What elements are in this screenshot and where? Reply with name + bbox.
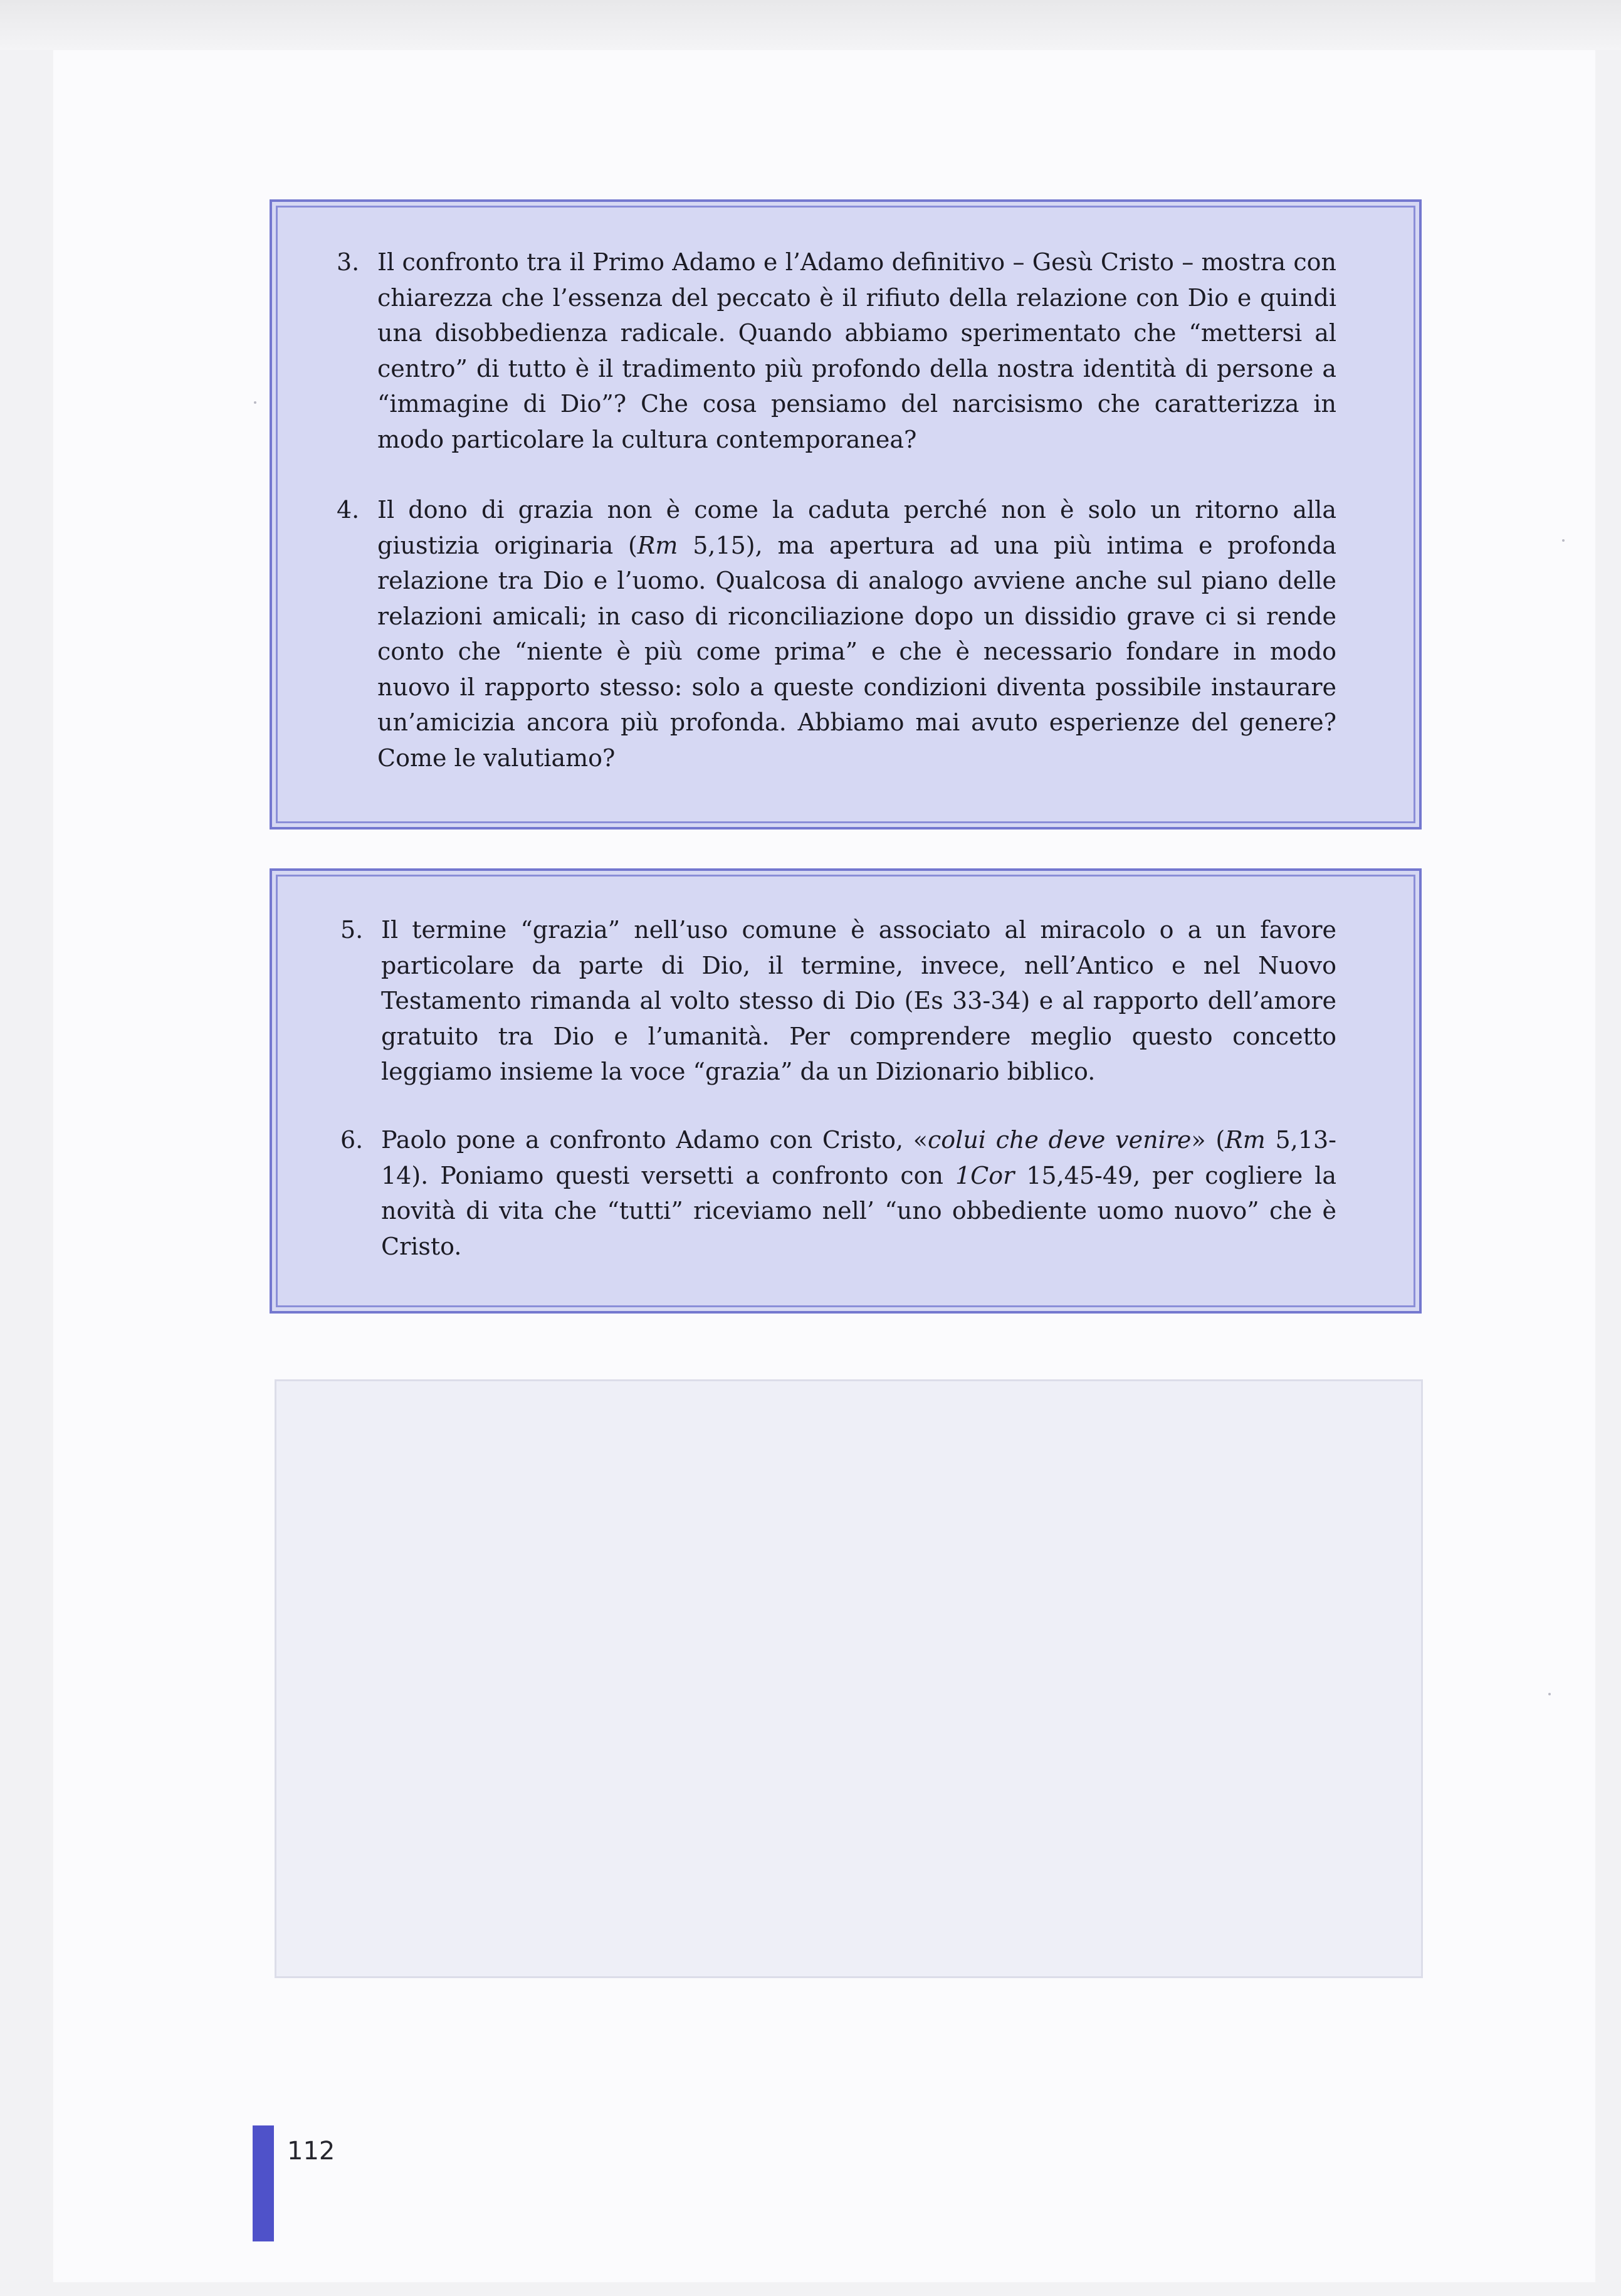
item-text-part: » (	[1191, 1126, 1225, 1154]
item-text-part: 5,13-14). Poniamo questi versetti a confronto con	[381, 1126, 1336, 1189]
page-number-marker	[253, 2125, 274, 2241]
item-text-part: Il dono di grazia non è come la caduta perché non è solo un ritorno alla giustizia originaria (	[377, 496, 1336, 559]
item-number: 4.	[337, 496, 360, 524]
item-text-part: 5,15), ma apertura ad una più intima e profonda relazione tra Dio e l’uomo. Qualcosa di analogo avviene anche sul piano delle relazioni amicali; in caso di riconciliazione dopo un dissidio grave ci si rende conto che “niente è più come prima” e che è necessario fondare in modo nuovo il rapporto stesso: solo a queste condizioni diventa possibile instaurare un’amicizia ancora più profonda. Abbiamo mai avuto esperienze del genere? Come le valutiamo?	[377, 531, 1337, 772]
page-number: 112	[287, 2137, 335, 2166]
question-item-4	[337, 492, 1337, 776]
item-number: 3.	[337, 248, 360, 276]
item-text-part: Paolo pone a confronto Adamo con Cristo, «	[381, 1126, 928, 1154]
item-text: Il termine “grazia” nell’uso comune è associato al miracolo o a un favore particolare da parte di Dio, il termine, invece, nell’Antico e nel Nuovo Testamento rimanda al volto stesso di Dio (Es 33-34) e al rapporto dell’amore gratuito tra Dio e l’umanità. Per comprendere meglio questo concetto leggiamo insieme la voce “grazia” da un Dizionario biblico.	[381, 916, 1336, 1085]
scan-speck	[254, 401, 256, 404]
question-item-6	[340, 1122, 1336, 1264]
item-text: Il confronto tra il Primo Adamo e l’Adamo definitivo – Gesù Cristo – mostra con chiarezza che l’essenza del peccato è il rifiuto della relazione con Dio e quindi una disobbedienza radicale. Quando abbiamo sperimentato che “mettersi al centro” di tutto è il tradimento più profondo della nostra identità di persone a “immagine di Dio”? Che cosa pensiamo del narcisismo che caratterizza in modo particolare la cultura contemporanea?	[377, 248, 1336, 453]
scan-speck	[1562, 539, 1565, 542]
quotation: colui che deve venire	[928, 1126, 1192, 1154]
item-text-part: 15,45-49, per cogliere la novità di vita che “tutti” riceviamo nell’ “uno obbediente uomo nuovo” che è Cristo.	[381, 1161, 1336, 1260]
question-item-5	[340, 912, 1336, 1090]
scripture-reference: Rm	[637, 531, 678, 559]
item-number: 5.	[340, 916, 364, 944]
item-number: 6.	[340, 1126, 364, 1154]
scripture-reference: 1Cor	[955, 1161, 1015, 1189]
show-through-box	[275, 1379, 1423, 1978]
scan-margin	[0, 0, 1621, 50]
scan-speck	[1548, 1693, 1551, 1695]
scripture-reference: Rm	[1225, 1126, 1266, 1154]
question-item-3	[337, 245, 1336, 457]
